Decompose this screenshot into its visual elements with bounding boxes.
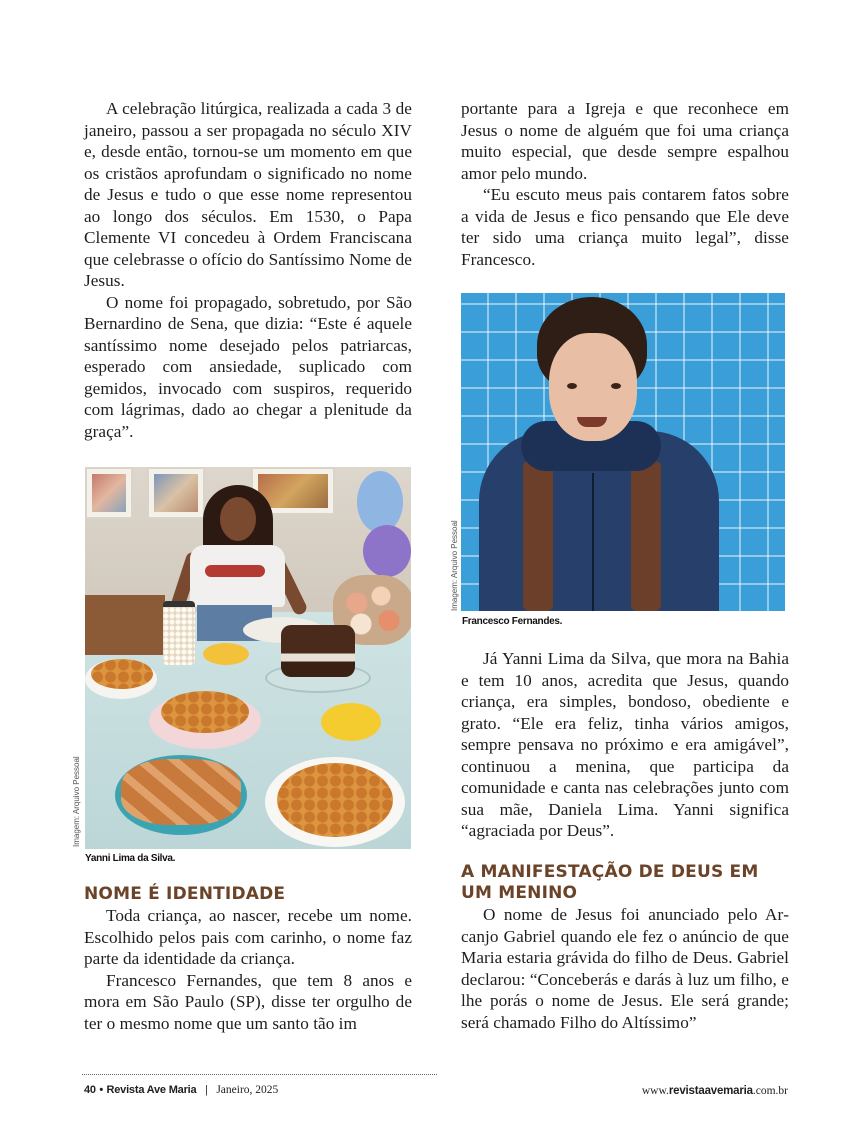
photo-caption-yanni: Yanni Lima da Silva. [85,853,176,864]
popcorn-jar [163,601,195,665]
paragraph-every-child: Toda criança, ao nascer, recebe um nome. Escolhido pelos pais com carinho, o nome faz parte da identidade da criança. [84,906,412,968]
eye [567,383,577,389]
page-number: 40 [84,1084,96,1096]
paragraph-celebration: A celebração litúrgica, realizada a cada 3 de janeiro, passou a ser propagada no século XIV e, desde então, tornou-se um momento em que os cristãos aprofundam o significado no nome de Jesus e tudo o que esse nome representou ao longo dos séculos. Em 1530, o Papa Clemente VI concedeu à Ordem Franciscana que celebrasse o ofício do Santíssimo Nome de Jesus. [84,99,412,290]
backpack-strap [523,461,553,611]
balloon [357,471,403,533]
footer-url[interactable] [642,1083,788,1097]
section-heading-manifestation: A MANIFESTAÇÃO DE DEUS EM UM MENINO [461,862,759,903]
footer-folio [84,1083,278,1096]
wall-painting [147,467,205,519]
footer-dotted-rule [82,1074,437,1075]
backpack-strap [631,461,661,611]
bullet: • [99,1084,103,1096]
paragraph-continued: portante para a Igreja e que reconhece em Jesus o nome de alguém que foi uma criança muito especial, que desde sempre espalhou amor pelo mundo. [461,99,789,183]
url-prefix: www. [641,1085,669,1097]
right-section [461,862,789,1033]
publication-name: Revista Ave Maria [106,1084,197,1096]
wall-painting [85,467,133,519]
girl-face [220,497,256,541]
chocolate-cake [281,625,355,677]
issue-date: Janeiro, 2025 [216,1084,279,1096]
paragraph-bernardino: O nome foi propagado, sobretudo, por São Bernardino de Sena, que dizia: “Este é aquele santíssimo nome desejado pelos patriarcas, esperado com ansiedade, suplicado com gemidos, invocado com suspiros, requerido com lágrimas, dado ao chegar a plenitude da graça”. [84,292,412,441]
paragraph-francesco-quote: “Eu escuto meus pais contarem fatos sobre a vida de Jesus e fico pensando que Ele deve ter sido uma criança muito legal”, disse Francesco. [461,185,789,269]
snacks [161,691,249,733]
paragraph-gabriel: O nome de Jesus foi anunciado pelo Arcanjo Gabriel quando ele fez o anúncio de que Maria estaria grávida do filho de Deus. Gabriel declarou: “Conceberás e darás à luz um filho, e lhe porás o nome de Jesus. Ele será grande; será chamado Filho do Altíssimo” [461,905,789,1032]
paragraph-yanni: Já Yanni Lima da Silva, que mora na Bahia e tem 10 anos, acredita que Jesus, quando criança, era simples, bondoso, obediente e grato. “Ele era feliz, tinha vários amigos, sempre pensava no próximo e era amigável”, continuou a menina, que participa da comunidade e canta nas celebrações junto com sua mãe, Daniela Lima. Yanni significa “agraciada por Deus”. [461,649,789,840]
coxinhas [277,763,393,837]
photo-caption-francesco: Francesco Fernandes. [462,616,563,627]
chair [85,595,165,655]
right-column [461,98,789,270]
right-after-photo [461,648,789,842]
sweets-tray [321,703,381,741]
shirt-logo [205,565,265,577]
balloon [363,525,411,577]
paragraph-francesco-intro: Francesco Fernandes, que tem 8 anos e mora em São Paulo (SP), disse ter orgulho de ter o mesmo nome que um santo tão im [84,970,412,1033]
photo-credit-francesco: Imagem: Arquivo Pessoal [450,520,459,611]
section-heading-identity: NOME É IDENTIDADE [84,884,286,904]
url-brand: revistaavemaria [668,1085,753,1097]
photo-francesco [461,293,785,611]
snacks [91,659,153,689]
footer-separator: | [204,1084,208,1096]
url-suffix: .com.br [752,1085,788,1097]
photo-yanni-birthday [85,467,411,849]
pastel-snacks [121,759,241,825]
left-section [84,884,412,1034]
sweets-tray [203,643,249,665]
jacket-zipper [592,473,594,611]
left-column [84,98,412,442]
eye [611,383,621,389]
photo-credit-yanni: Imagem: Arquivo Pessoal [72,756,81,847]
